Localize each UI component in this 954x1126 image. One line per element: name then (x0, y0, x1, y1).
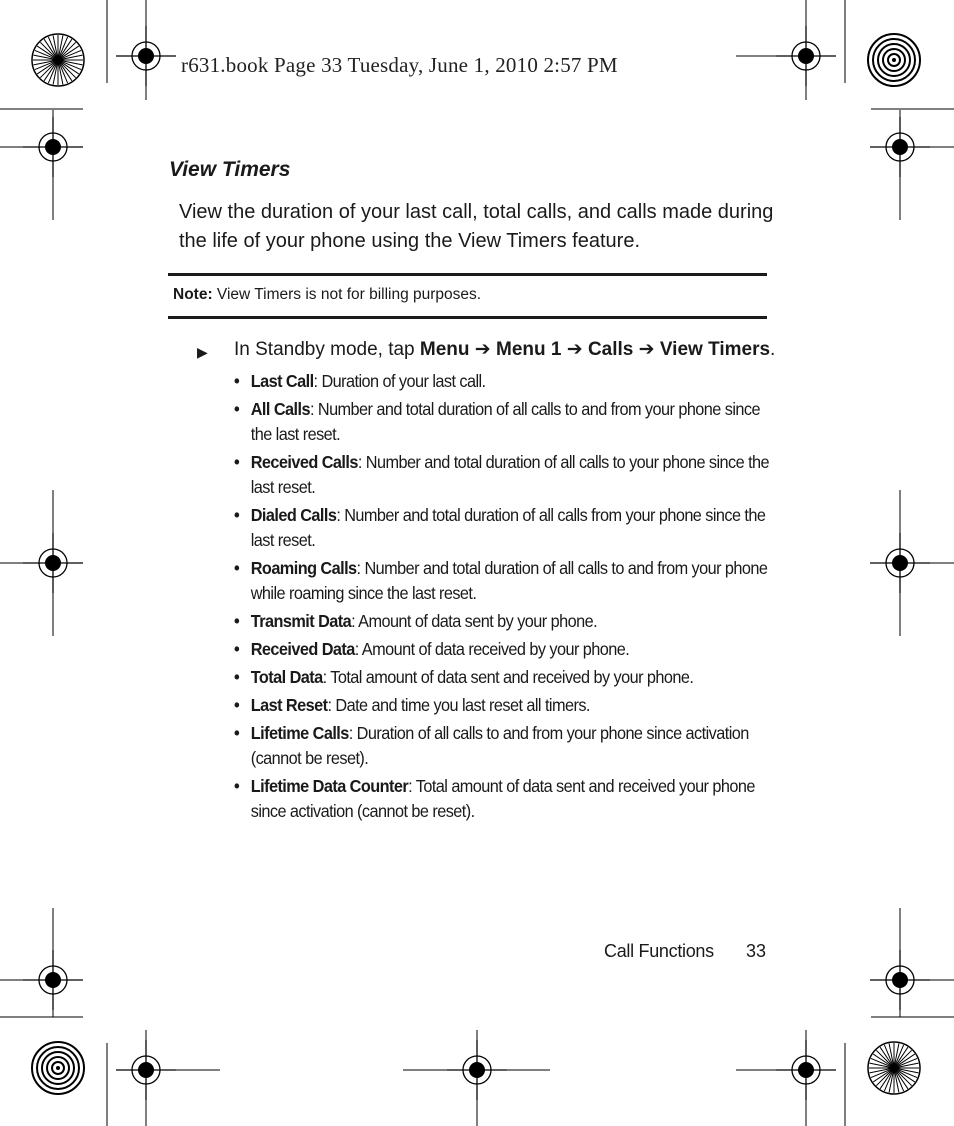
arrow-icon: ➔ (469, 339, 496, 360)
option-term: Received Calls (250, 452, 358, 472)
timer-options-list (234, 369, 774, 827)
option-term: Dialed Calls (250, 505, 337, 525)
list-item (234, 450, 772, 500)
list-item (234, 637, 772, 662)
option-term: Lifetime Data Counter (250, 776, 409, 796)
list-item (234, 397, 772, 447)
list-item (234, 774, 772, 824)
option-desc: : Duration of your last call. (313, 371, 486, 391)
menu-path-item: Menu 1 (496, 339, 562, 360)
note-label: Note: (173, 286, 213, 303)
option-desc: : Total amount of data sent and received by your phone. (322, 667, 694, 687)
list-item (234, 369, 772, 394)
option-term: Received Data (250, 639, 355, 659)
note-top-rule (168, 273, 767, 276)
option-desc: : Amount of data sent by your phone. (351, 611, 598, 631)
option-term: Total Data (250, 667, 323, 687)
list-item (234, 693, 772, 718)
list-item (234, 556, 772, 606)
note-bottom-rule (168, 316, 767, 319)
bullet-icon: • (234, 558, 240, 578)
bullet-icon: • (234, 399, 240, 419)
step-suffix: . (770, 339, 776, 360)
step-marker-icon: ▶ (197, 344, 208, 360)
bullet-icon: • (234, 776, 240, 796)
footer-section-name: Call Functions (604, 941, 714, 961)
section-intro: View the duration of your last call, total calls, and calls made during the life of your phone using the View Timers feature. (179, 201, 774, 252)
step-text (234, 338, 775, 361)
option-term: Transmit Data (250, 611, 352, 631)
list-item (234, 665, 772, 690)
footer-page-number: 33 (746, 941, 767, 961)
bullet-icon: • (234, 611, 240, 631)
option-term: Last Reset (250, 695, 328, 715)
list-item (234, 721, 772, 771)
section-title: View Timers (169, 158, 291, 181)
menu-path-item: Calls (587, 339, 634, 360)
option-desc: : Number and total duration of all calls to and from your phone while roaming since the last reset. (250, 558, 768, 603)
option-term: Roaming Calls (250, 558, 357, 578)
option-desc: : Number and total duration of all calls to your phone since the last reset. (250, 452, 770, 497)
bullet-icon: • (234, 452, 240, 472)
option-term: All Calls (250, 399, 310, 419)
option-desc: : Number and total duration of all calls to and from your phone since the last reset. (250, 399, 760, 444)
menu-path-item: View Timers (659, 339, 771, 360)
arrow-icon: ➔ (561, 339, 588, 360)
book-info-header: r631.book Page 33 Tuesday, June 1, 2010 2:57 PM (181, 53, 618, 77)
option-desc: : Amount of data received by your phone. (354, 639, 630, 659)
menu-path-item: Menu (419, 339, 470, 360)
option-desc: : Duration of all calls to and from your phone since activation (cannot be reset). (250, 723, 749, 768)
note-text: View Timers is not for billing purposes. (212, 286, 482, 303)
option-desc: : Number and total duration of all calls from your phone since the last reset. (250, 505, 766, 550)
bullet-icon: • (234, 723, 240, 743)
option-desc: : Total amount of data sent and received your phone since activation (cannot be reset). (250, 776, 755, 821)
list-item (234, 503, 772, 553)
bullet-icon: • (234, 505, 240, 525)
note-box (173, 286, 481, 304)
list-item (234, 609, 772, 634)
bullet-icon: • (234, 667, 240, 687)
arrow-icon: ➔ (633, 339, 660, 360)
bullet-icon: • (234, 695, 240, 715)
option-term: Last Call (250, 371, 314, 391)
bullet-icon: • (234, 371, 240, 391)
option-term: Lifetime Calls (250, 723, 349, 743)
bullet-icon: • (234, 639, 240, 659)
step-prefix: In Standby mode, tap (234, 339, 420, 360)
option-desc: : Date and time you last reset all timers. (327, 695, 590, 715)
